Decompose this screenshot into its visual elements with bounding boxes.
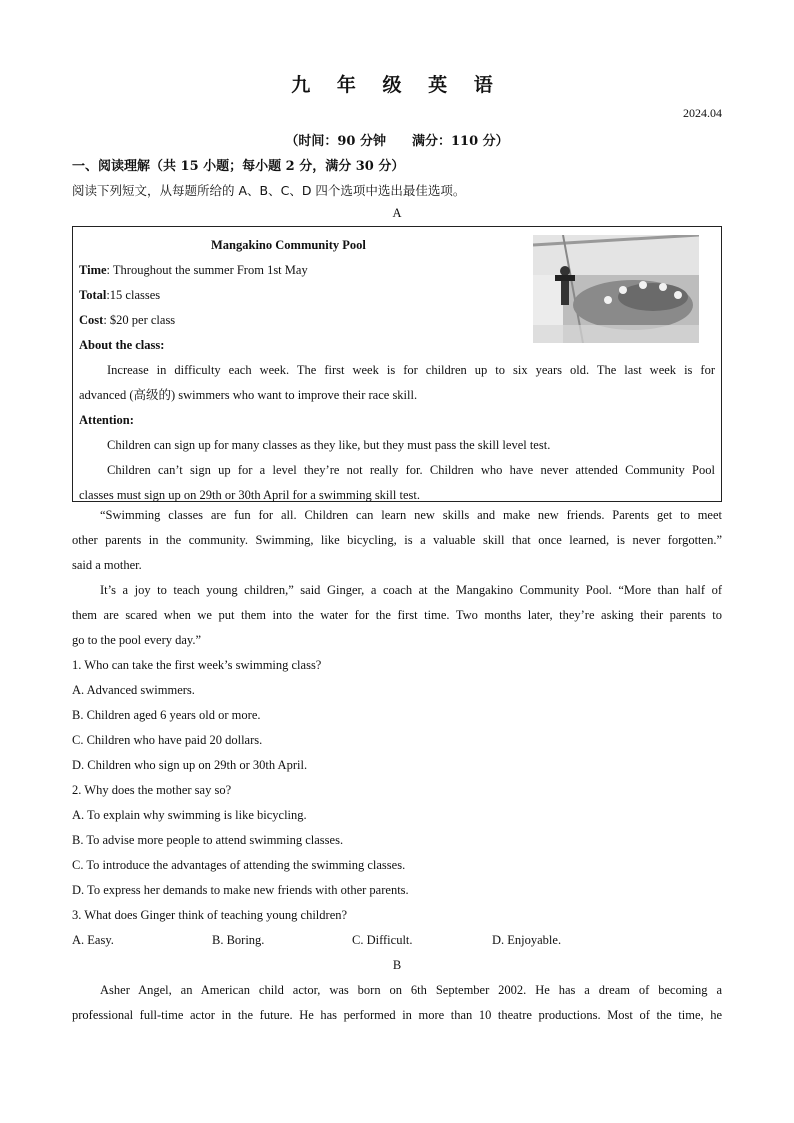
paragraph-line: professional full-time actor in the future. He has performed in more than 10 theatre productions. Most of the time, he	[72, 1008, 722, 1022]
attention-label: Attention:	[79, 413, 134, 427]
paragraph-line: other parents in the community. Swimming, like bicycling, is a valuable skill that once learned, is never forgotten.”	[72, 533, 722, 547]
ad-total: Total:15 classes	[79, 288, 161, 302]
option: A. Easy.	[72, 933, 114, 947]
option: B. To advise more people to attend swimming classes.	[72, 833, 344, 847]
paragraph-line: them are scared when we put them into the water for the first time. Two months later, they’re asking their parents to	[72, 608, 722, 622]
about-label: About the class:	[79, 338, 165, 352]
ad-title: Mangakino Community Pool	[211, 238, 366, 252]
question-stem: 3. What does Ginger think of teaching young children?	[72, 908, 348, 922]
option: A. Advanced swimmers.	[72, 683, 195, 697]
paragraph-line: go to the pool every day.”	[72, 633, 202, 647]
question-stem: 2. Why does the mother say so?	[72, 783, 232, 797]
about-line: Increase in difficulty each week. The first week is for children up to six years old. The last week is for	[107, 363, 715, 377]
option: C. To introduce the advantages of attending the swimming classes.	[72, 858, 406, 872]
paragraph-line: Asher Angel, an American child actor, was born on 6th September 2002. He has a dream of becoming a	[100, 983, 722, 997]
option: D. Children who sign up on 29th or 30th April.	[72, 758, 308, 772]
page-title: 九 年 级 英 语	[291, 74, 503, 96]
option: D. To express her demands to make new friends with other parents.	[72, 883, 409, 897]
option: A. To explain why swimming is like bicycling.	[72, 808, 307, 822]
option: D. Enjoyable.	[492, 933, 562, 947]
instructions: 阅读下列短文，从每题所给的 A、B、C、D 四个选项中选出最佳选项。	[72, 183, 466, 198]
passage-a-body	[72, 503, 722, 953]
exam-date: 2024.04	[683, 106, 722, 120]
option: C. Children who have paid 20 dollars.	[72, 733, 263, 747]
paragraph-line: “Swimming classes are fun for all. Children can learn new skills and make new friends. Parents get to meet	[100, 508, 722, 522]
passage-b-label: B	[392, 958, 402, 972]
section-heading: 一、阅读理解（共 15 小题；每小题 2 分，满分 30 分）	[72, 159, 405, 174]
attention-line: Children can sign up for many classes as they like, but they must pass the skill level test.	[107, 438, 551, 452]
option: B. Boring.	[212, 933, 265, 947]
passage-b-body	[72, 978, 722, 1028]
attention-line: Children can’t sign up for a level they’re not really for. Children who have never attended Community Pool	[107, 463, 715, 477]
attention-line: classes must sign up on 29th or 30th April for a swimming skill test.	[79, 488, 420, 502]
swimming-class-photo	[533, 235, 699, 343]
time-info: （时间：90 分钟 满分：110 分）	[285, 134, 509, 149]
paragraph-line: It’s a joy to teach young children,” said Ginger, a coach at the Mangakino Community Pool. “More than half of	[100, 583, 722, 597]
question-stem: 1. Who can take the first week’s swimming class?	[72, 658, 322, 672]
about-line: advanced (高级的) swimmers who want to improve their race skill.	[79, 388, 418, 402]
option-row	[72, 928, 722, 953]
ad-time: Time: Throughout the summer From 1st May	[79, 263, 308, 277]
option: C. Difficult.	[352, 933, 413, 947]
ad-cost: Cost: $20 per class	[79, 313, 176, 327]
paragraph-line: said a mother.	[72, 558, 142, 572]
pool-ad-box	[72, 226, 722, 502]
passage-a-label: A	[392, 206, 402, 220]
option: B. Children aged 6 years old or more.	[72, 708, 261, 722]
